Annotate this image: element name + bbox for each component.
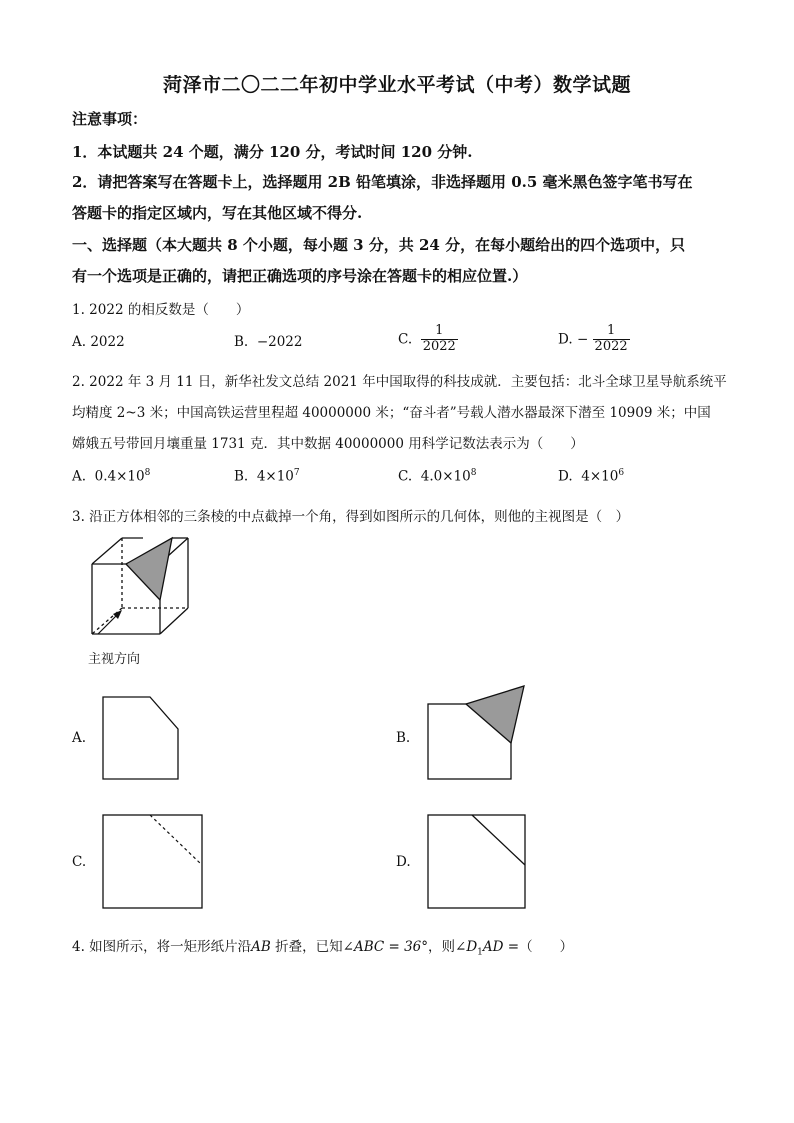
question-2-line-1: 2. 2022 年 3 月 11 日，新华社发文总结 2021 年中国取得的科技成就．主要包括：北斗全球卫星导航系统平	[72, 374, 727, 390]
view-direction-label: 主视方向	[88, 652, 141, 667]
q3-option-b-label: B.	[396, 730, 411, 746]
question-1-stem: 1. 2022 的相反数是（ ）	[72, 302, 250, 318]
notice-heading: 注意事项：	[72, 110, 148, 128]
q3-option-c-label: C.	[72, 854, 87, 870]
q2-option-a: A. $0.4\times 10^8$	[72, 468, 151, 485]
q1-option-b: B. −2022	[234, 334, 303, 350]
q3-option-d-label: D.	[396, 854, 411, 870]
section-heading-line-1: 一、选择题（本大题共 8 个小题，每小题 3 分，共 24 分，在每小题给出的四个选项中，只	[72, 236, 686, 254]
q1-option-a: A. 2022	[72, 334, 125, 350]
section-heading-line-2: 有一个选项是正确的，请把正确选项的序号涂在答题卡的相应位置.）	[72, 267, 528, 285]
page-title: 菏泽市二〇二二年初中学业水平考试（中考）数学试题	[162, 74, 631, 96]
q1-option-c: C. $\frac{1}{2022}$	[398, 323, 456, 354]
q3-option-a-label: A.	[72, 730, 87, 746]
notice-item-1: 1．本试题共 24 个题，满分 120 分，考试时间 120 分钟.	[72, 143, 473, 161]
question-4-stem: 4. 如图所示，将一矩形纸片沿AB 折叠，已知∠ABC = 36°，则$\angle D_1AD$ =（ ）	[72, 939, 574, 958]
q2-option-c: C. $4.0\times 10^8$	[398, 468, 477, 485]
notice-item-2-line-1: 2．请把答案写在答题卡上，选择题用 2B 铅笔填涂，非选择题用 0.5 毫米黑色签字笔书写在	[72, 173, 693, 191]
question-2-line-2: 均精度 2~3 米；中国高铁运营里程超 40000000 米；“奋斗者”号载人潜水器最深下潜至 10909 米；中国	[72, 405, 711, 421]
q2-option-d: D. $4\times 10^6$	[558, 468, 625, 485]
notice-item-2-line-2: 答题卡的指定区域内，写在其他区域不得分.	[72, 204, 363, 222]
q1-option-d: D. − $\frac{1}{2022}$	[558, 323, 628, 354]
question-3-stem: 3. 沿正方体相邻的三条棱的中点截掉一个角，得到如图所示的几何体，则他的主视图是（ ）	[72, 509, 630, 525]
fraction: $\frac{1}{2022}$	[422, 323, 456, 354]
question-2-line-3: 嫦娥五号带回月壤重量 1731 克．其中数据 40000000 用科学记数法表示为（ ）	[72, 436, 584, 452]
q2-option-b: B. $4\times 10^7$	[234, 468, 300, 485]
fraction: $\frac{1}{2022}$	[594, 323, 628, 354]
